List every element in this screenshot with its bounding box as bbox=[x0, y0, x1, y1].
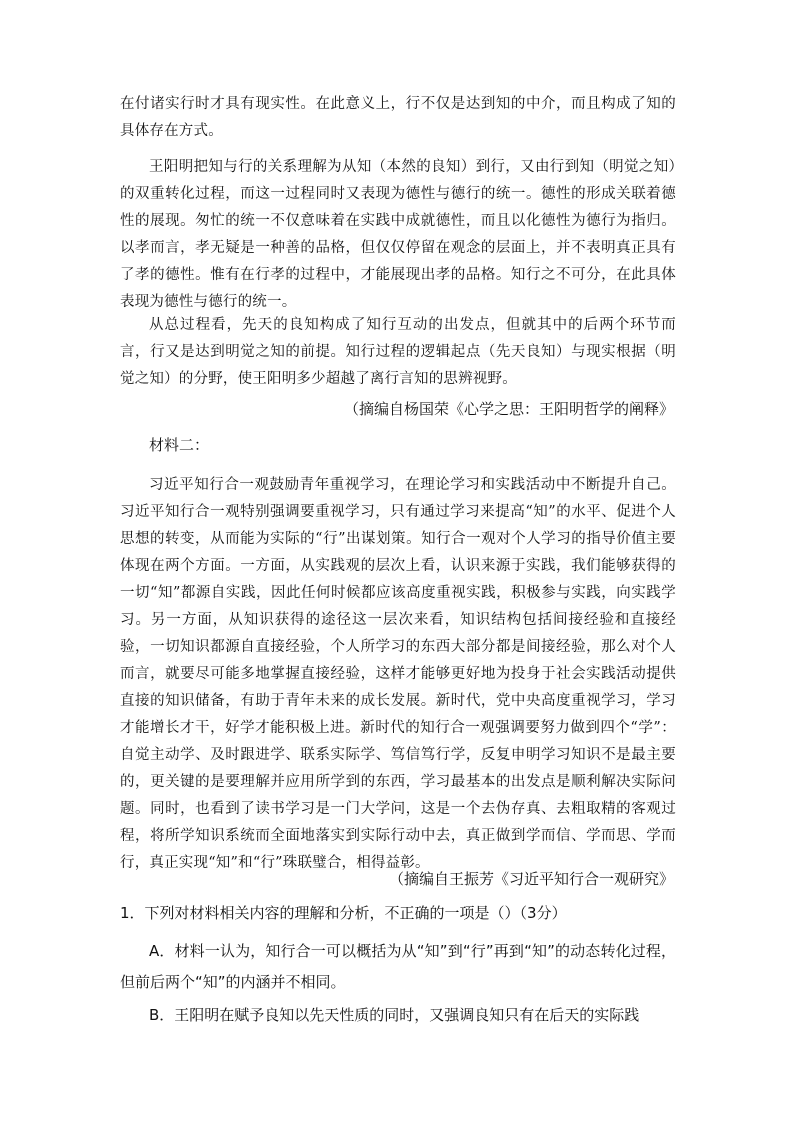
source-citation-1: （摘编自杨国荣《心学之思：王阳明哲学的阐释》 bbox=[343, 400, 674, 418]
option-b: B．王阳明在赋予良知以先天性质的同时，又强调良知只有在后天的实际践 bbox=[149, 1006, 640, 1024]
paragraph-wang-yangming: 王阳明把知与行的关系理解为从知（本然的良知）到行，又由行到知（明觉之知）的双重转化过程，而这一过程同时又表现为德性与德行的统一。德性的形成关联着德性的展现。匆忙的统一不仅意味着在实践中成就德性，而且以化德性为德行为指归。以孝而言，孝无疑是一种善的品格，但仅仅停留在观念的层面上，并不表明真正具有了孝的德性。惟有在行孝的过程中，才能展现出孝的品格。知行之不可分，在此具体表现为德性与德行的统一。 bbox=[120, 159, 676, 310]
option-a: A．材料一认为，知行合一可以概括为从“知”到“行”再到“知”的动态转化过程，但前后两个“知”的内涵并不相同。 bbox=[120, 942, 676, 991]
paragraph-continuation: 在付诸实行时才具有现实性。在此意义上，行不仅是达到知的中介，而且构成了知的具体存在方式。 bbox=[120, 96, 676, 139]
paragraph-material-2: 习近平知行合一观鼓励青年重视学习，在理论学习和实践活动中不断提升自己。习近平知行合一观特别强调要重视学习，只有通过学习来提高“知”的水平、促进个人思想的转变，从而能为实际的“行”出谋划策。知行合一观对个人学习的指导价值主要体现在两个方面。一方面，从实践观的层次上看，认识来源于实践，我们能够获得的一切“知”都源自实践，因此任何时候都应该高度重视实践，积极参与实践，向实践学习。另一方面，从知识获得的途径这一层次来看，知识结构包括间接经验和直接经验，一切知识都源自直接经验，个人所学习的东西大部分都是间接经验，那么对个人而言，就要尽可能多地掌握直接经验，这样才能够更好地为投身于社会实践活动提供直接的知识储备，有助于青年未来的成长发展。新时代，党中央高度重视学习，学习才能增长才干，好学才能积极上进。新时代的知行合一观强调要努力做到四个“学”：自觉主动学、及时跟进学、联系实际学、笃信笃行学，反复申明学习知识不是最主要的，更关键的是要理解并应用所学到的东西，学习最基本的出发点是顺利解决实际问题。同时，也看到了读书学习是一门大学问，这是一个去伪存真、去粗取精的客观过程，将所学知识系统而全面地落实到实际行动中去，真正做到学而信、学而思、学而行，真正实现“知”和“行”珠联璧合，相得益彰。 bbox=[120, 477, 676, 871]
question-1-stem: 1．下列对材料相关内容的理解和分析，不正确的一项是（）（3分） bbox=[120, 904, 567, 922]
material-2-label: 材料二： bbox=[149, 436, 210, 454]
paragraph-overall-process: 从总过程看，先天的良知构成了知行互动的出发点，但就其中的后两个环节而言，行又是达到明觉之知的前提。知行过程的逻辑起点（先天良知）与现实根据（明觉之知）的分野，使王阳明多少超越了离行言知的思辨视野。 bbox=[120, 317, 676, 387]
source-citation-2: （摘编自王振芳《习近平知行合一观研究》 bbox=[388, 870, 674, 888]
